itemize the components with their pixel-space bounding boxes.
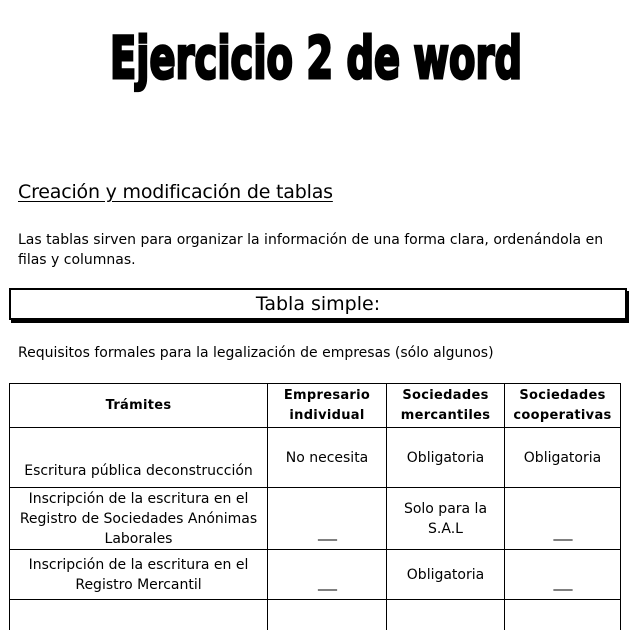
table-cell-tramite: Escritura pública deconstrucción (10, 428, 268, 488)
header-empresario-individual: Empresario individual (268, 384, 387, 428)
header-tramites: Trámites (10, 384, 268, 428)
header-sociedades-mercantiles: Sociedades mercantiles (387, 384, 505, 428)
table-cell (505, 488, 621, 550)
table-cell: Obligatoria (387, 550, 505, 600)
header-sociedades-cooperativas: Sociedades cooperativas (505, 384, 621, 428)
table-caption: Requisitos formales para la legalización de empresas (sólo algunos) (18, 345, 494, 361)
table-cell (505, 550, 621, 600)
table-cell (387, 600, 505, 630)
empty-value-dash: ___ (318, 525, 336, 541)
intro-paragraph: Las tablas sirven para organizar la información de una forma clara, ordenándola en filas y columnas. (18, 232, 604, 268)
table-cell: Obligatoria (387, 428, 505, 488)
boxed-heading: Tabla simple: (9, 288, 627, 320)
table-header-row (10, 384, 621, 428)
empty-value-dash: ___ (318, 575, 336, 591)
table-cell (268, 600, 387, 630)
table-cell-tramite: Inscripción de la escritura en el Registro de Sociedades Anónimas Laborales (10, 488, 268, 550)
table-cell (268, 550, 387, 600)
wordart-title-text: Ejercicio 2 de word (110, 24, 522, 92)
table-cell (10, 600, 268, 630)
table-cell (505, 600, 621, 630)
table-cell (268, 488, 387, 550)
table-row (10, 600, 621, 630)
requirements-table (9, 383, 621, 630)
table-cell: No necesita (268, 428, 387, 488)
wordart-title (104, 10, 528, 102)
table-row (10, 428, 621, 488)
section-title: Creación y modificación de tablas (18, 181, 333, 203)
table-cell-tramite: Inscripción de la escritura en el Registro Mercantil (10, 550, 268, 600)
table-cell: Solo para la S.A.L (387, 488, 505, 550)
table-row (10, 550, 621, 600)
empty-value-dash: ___ (553, 575, 572, 591)
table-cell: Obligatoria (505, 428, 621, 488)
empty-value-dash: ___ (553, 525, 572, 541)
table-row (10, 488, 621, 550)
